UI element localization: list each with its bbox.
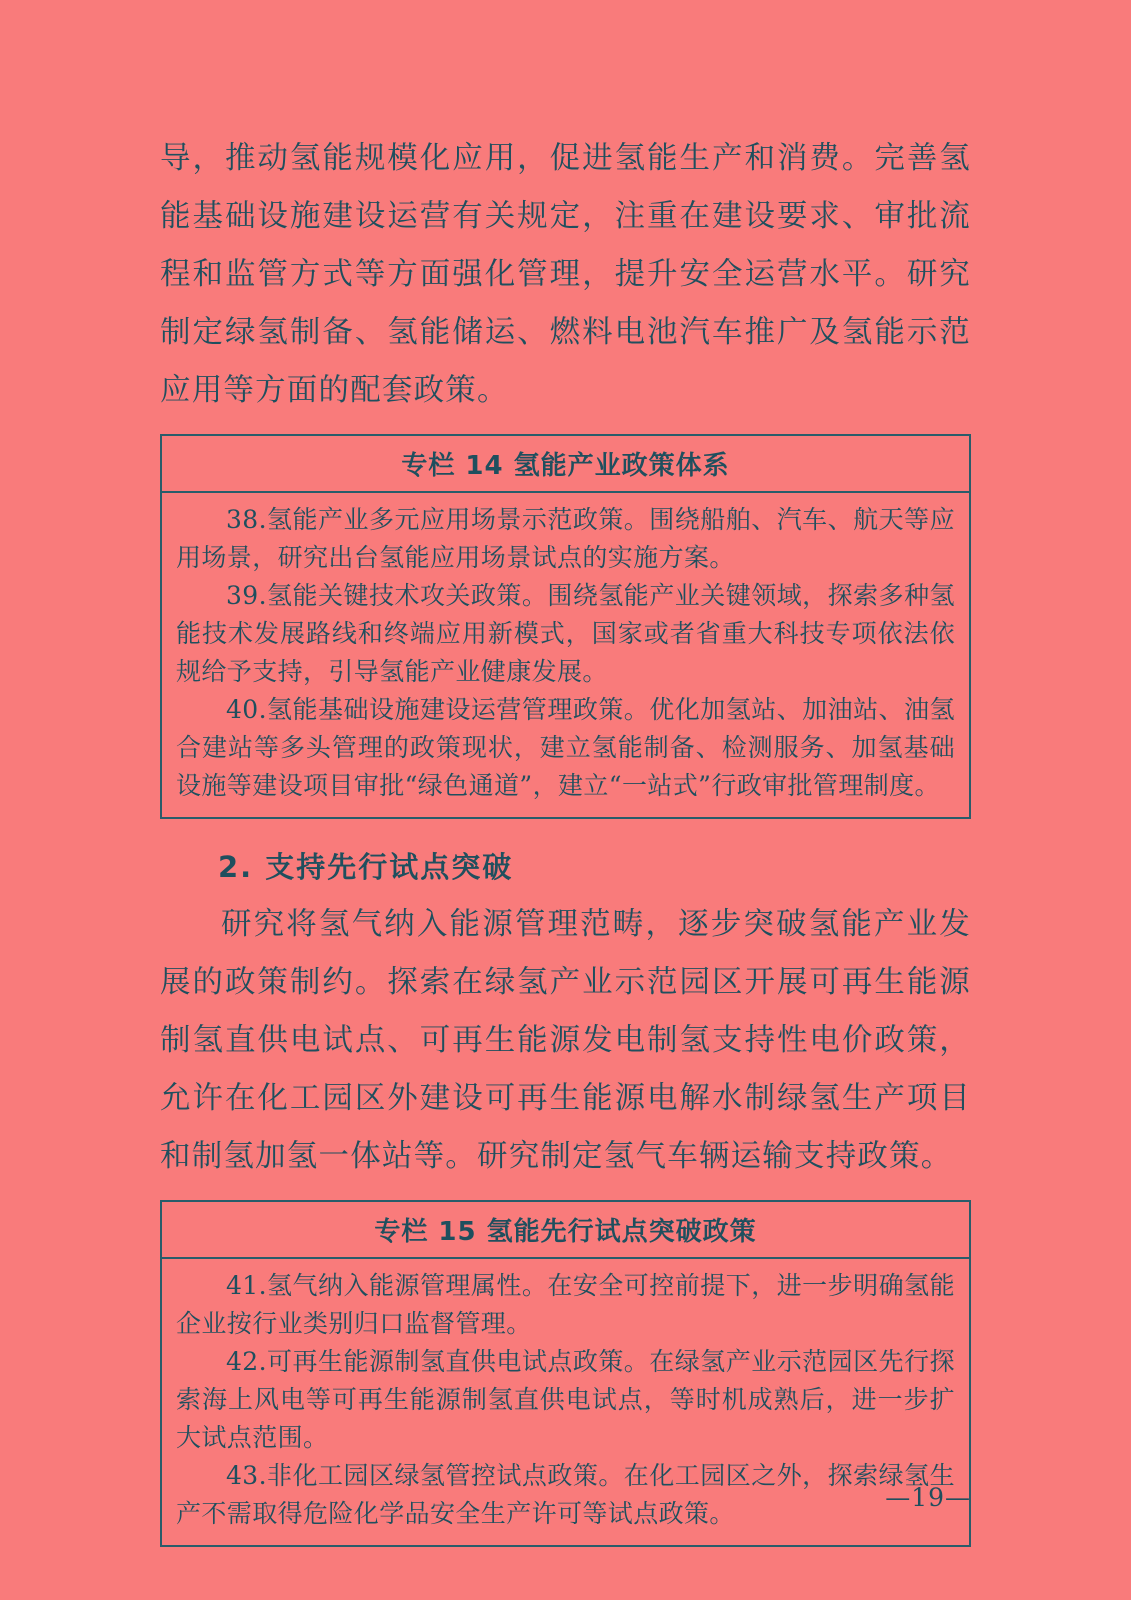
callout-item: 38.氢能产业多元应用场景示范政策。围绕船舶、汽车、航天等应用场景，研究出台氢能应用场景试点的实施方案。 xyxy=(176,505,955,572)
page-number: —19— xyxy=(885,1483,971,1512)
callout-box-14 xyxy=(160,434,971,819)
callout-box-15 xyxy=(160,1200,971,1547)
callout-item: 40.氢能基础设施建设运营管理政策。优化加氢站、加油站、油氢合建站等多头管理的政策现状，建立氢能制备、检测服务、加氢基础设施等建设项目审批“绿色通道”，建立“一站式”行政审批管理制度。 xyxy=(176,695,955,800)
callout-box-14-body xyxy=(162,493,969,817)
callout-box-15-title: 专栏 15 氢能先行试点突破政策 xyxy=(162,1202,969,1259)
callout-item: 42.可再生能源制氢直供电试点政策。在绿氢产业示范园区先行探索海上风电等可再生能源制氢直供电试点，等时机成熟后，进一步扩大试点范围。 xyxy=(176,1347,955,1452)
callout-item: 41.氢气纳入能源管理属性。在安全可控前提下，进一步明确氢能企业按行业类别归口监督管理。 xyxy=(176,1271,955,1338)
callout-box-15-body xyxy=(162,1259,969,1545)
callout-box-14-title: 专栏 14 氢能产业政策体系 xyxy=(162,436,969,493)
section-paragraph: 研究将氢气纳入能源管理范畴，逐步突破氢能产业发展的政策制约。探索在绿氢产业示范园区开展可再生能源制氢直供电试点、可再生能源发电制氢支持性电价政策，允许在化工园区外建设可再生能源电解水制绿氢生产项目和制氢加氢一体站等。研究制定氢气车辆运输支持政策。 xyxy=(160,907,971,1174)
top-paragraph: 导，推动氢能规模化应用，促进氢能生产和消费。完善氢能基础设施建设运营有关规定，注重在建设要求、审批流程和监管方式等方面强化管理，提升安全运营水平。研究制定绿氢制备、氢能储运、燃料电池汽车推广及氢能示范应用等方面的配套政策。 xyxy=(160,141,971,408)
section-heading: 2. 支持先行试点突破 xyxy=(218,850,514,884)
callout-item: 39.氢能关键技术攻关政策。围绕氢能产业关键领域，探索多种氢能技术发展路线和终端应用新模式，国家或者省重大科技专项依法依规给予支持，引导氢能产业健康发展。 xyxy=(176,581,955,686)
callout-item: 43.非化工园区绿氢管控试点政策。在化工园区之外，探索绿氢生产不需取得危险化学品安全生产许可等试点政策。 xyxy=(176,1461,955,1528)
